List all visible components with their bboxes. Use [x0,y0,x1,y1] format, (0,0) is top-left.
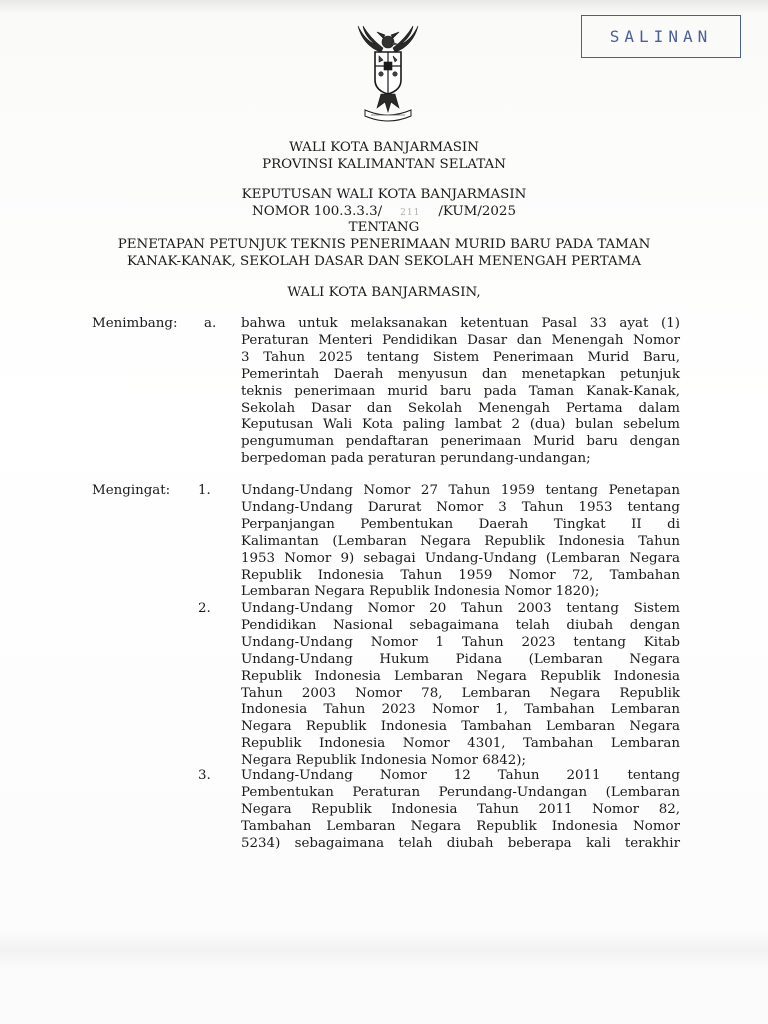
text-line: Negara Republik Indonesia Tambahan Lembaran Negara [241,719,680,735]
text-line: berpedoman pada peraturan perundang-undangan; [241,451,591,467]
text-line: Kalimantan (Lembaran Negara Republik Indonesia Tahun [241,533,680,549]
text-line: Lembaran Negara Republik Indonesia Nomor 1820); [241,584,600,600]
decree-number-prefix: NOMOR 100.3.3.3/ [252,204,383,219]
mengingat-item-2 [241,601,680,770]
decree-number-suffix: /KUM/2025 [438,204,516,219]
subject-line-2: KANAK-KANAK, SEKOLAH DASAR DAN SEKOLAH MENENGAH PERTAMA [126,254,642,269]
text-line: bahwa untuk melaksanakan ketentuan Pasal 33 ayat (1) [241,316,680,331]
text-line: Republik Indonesia Nomor 4301, Tambahan Lembaran [241,736,680,752]
text-line: Pembentukan Peraturan Perundang-Undangan (Lembaran [241,784,680,800]
salinan-stamp [581,15,741,58]
text-line: Undang-Undang Nomor 12 Tahun 2011 tentang [241,768,680,783]
text-line: Negara Republik Indonesia Nomor 6842); [241,753,527,769]
mengingat-item-3 [241,768,680,853]
header-province: PROVINSI KALIMANTAN SELATAN [262,157,506,172]
subject-line-1: PENETAPAN PETUNJUK TEKNIS PENERIMAAN MURID BARU PADA TAMAN [117,237,651,252]
mengingat-label: Mengingat: [92,483,171,498]
tentang-heading: TENTANG [348,220,420,235]
scan-edge-bottom [0,930,768,970]
text-line: Pendidikan Nasional sebagaimana telah diubah dengan [241,617,680,633]
text-line: Indonesia Tahun 2023 Nomor 1, Tambahan Lembaran [241,702,680,718]
text-line: Undang-Undang Nomor 27 Tahun 1959 tentang Penetapan [241,483,680,498]
decree-number-handwritten: 211 [400,208,421,218]
text-line: Tahun 2003 Nomor 78, Lembaran Negara Republik [241,685,680,701]
decree-title: KEPUTUSAN WALI KOTA BANJARMASIN [241,187,527,202]
text-line: Keputusan Wali Kota paling lambat 2 (dua) bulan sebelum [241,417,680,433]
text-line: Undang-Undang Nomor 1 Tahun 2023 tentang Kitab [241,634,680,650]
text-line: Tambahan Lembaran Negara Republik Indonesia Nomor [241,818,680,834]
text-line: Peraturan Menteri Pendidikan Dasar dan Menengah Nomor [241,332,680,348]
text-line: Negara Republik Indonesia Tahun 2011 Nomor 82, [241,801,680,817]
mengingat-marker-2: 2. [198,601,211,616]
menimbang-marker-a: a. [204,316,217,331]
text-line: pengumuman pendaftaran penerimaan Murid baru dengan [241,434,680,450]
text-line: 1953 Nomor 9) sebagai Undang-Undang (Lembaran Negara [241,550,680,566]
text-line: Republik Indonesia Tahun 1959 Nomor 72, Tambahan [241,567,680,583]
text-line: Pemerintah Daerah menyusun dan menetapkan petunjuk [241,366,680,382]
text-line: teknis penerimaan murid baru pada Taman Kanak-Kanak, [241,383,680,399]
text-line: Undang-Undang Hukum Pidana (Lembaran Negara [241,651,680,667]
mengingat-marker-3: 3. [198,768,211,783]
menimbang-label: Menimbang: [92,316,178,331]
text-line: Republik Indonesia Lembaran Negara Republik Indonesia [241,668,680,684]
text-line: Perpanjangan Pembentukan Daerah Tingkat II di [241,516,680,532]
salinan-stamp-label: SALINAN [609,27,713,46]
text-line: 5234) sebagaimana telah diubah beberapa kali terakhir [241,835,680,851]
text-line: 3 Tahun 2025 tentang Sistem Penerimaan Murid Baru, [241,349,680,365]
mengingat-marker-1: 1. [198,483,211,498]
decree-number [0,204,768,219]
mengingat-item-1 [241,483,680,601]
issuer-heading: WALI KOTA BANJARMASIN, [287,285,481,300]
menimbang-item-a [241,316,680,468]
text-line: Undang-Undang Nomor 20 Tahun 2003 tentang Sistem [241,601,680,616]
header-city-title: WALI KOTA BANJARMASIN [289,140,479,155]
garuda-emblem-icon [355,22,421,134]
scan-edge-top [0,0,768,14]
text-line: Undang-Undang Darurat Nomor 3 Tahun 1953 tentang [241,499,680,515]
text-line: Sekolah Dasar dan Sekolah Menengah Pertama dalam [241,400,680,416]
